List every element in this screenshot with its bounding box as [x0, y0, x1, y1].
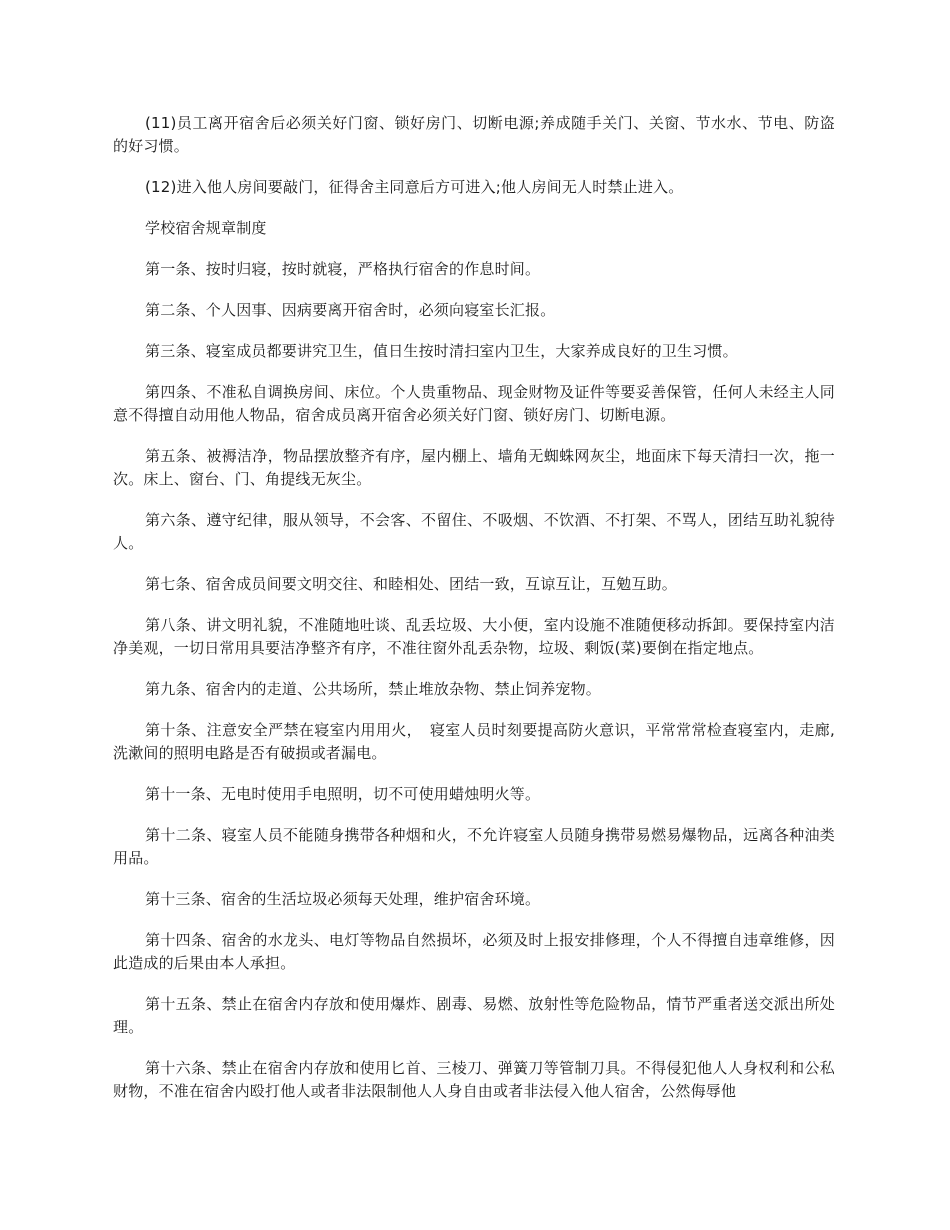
article-15: 第十五条、禁止在宿舍内存放和使用爆炸、剧毒、易燃、放射性等危险物品，情节严重者送交派出所处理。	[113, 995, 835, 1036]
article-4: 第四条、不准私自调换房间、床位。个人贵重物品、现金财物及证件等要妥善保管，任何人未经主人同意不得擅自动用他人物品，宿舍成员离开宿舍必须关好门窗、锁好房门、切断电源。	[113, 383, 835, 424]
article-9: 第九条、宿舍内的走道、公共场所，禁止堆放杂物、禁止饲养宠物。	[145, 680, 602, 698]
paragraph-11: (11)员工离开宿舍后必须关好门窗、锁好房门、切断电源;养成随手关门、关窗、节水水、节电、防盗的好习惯。	[113, 114, 835, 155]
article-1: 第一条、按时归寝，按时就寝，严格执行宿舍的作息时间。	[145, 260, 541, 278]
article-6: 第六条、遵守纪律，服从领导，不会客、不留住、不吸烟、不饮酒、不打架、不骂人，团结互助礼貌待人。	[113, 511, 835, 552]
article-2: 第二条、个人因事、因病要离开宿舍时，必须向寝室长汇报。	[145, 301, 556, 319]
article-8: 第八条、讲文明礼貌，不准随地吐谈、乱丢垃圾、大小便，室内设施不准随便移动拆卸。要保持室内洁净美观，一切日常用具要洁净整齐有序，不准往窗外乱丢杂物，垃圾、剩饭(菜)要倒在指定地点。	[113, 616, 835, 657]
article-14: 第十四条、宿舍的水龙头、电灯等物品自然损坏，必须及时上报安排修理，个人不得擅自违章维修，因此造成的后果由本人承担。	[113, 931, 835, 972]
article-5: 第五条、被褥洁净，物品摆放整齐有序，屋内棚上、墙角无蜘蛛网灰尘，地面床下每天清扫一次，拖一次。床上、窗台、门、角提线无灰尘。	[113, 447, 835, 488]
article-7: 第七条、宿舍成员间要文明交往、和睦相处、团结一致，互谅互让，互勉互助。	[145, 575, 678, 593]
article-16: 第十六条、禁止在宿舍内存放和使用匕首、三棱刀、弹簧刀等管制刀具。不得侵犯他人人身权利和公私财物，不准在宿舍内殴打他人或者非法限制他人人身自由或者非法侵入他人宿舍，公然侮辱他	[113, 1059, 835, 1100]
paragraph-12: (12)进入他人房间要敲门，征得舍主同意后方可进入;他人房间无人时禁止进入。	[145, 178, 684, 196]
section-heading: 学校宿舍规章制度	[145, 219, 267, 237]
article-11: 第十一条、无电时使用手电照明，切不可使用蜡烛明火等。	[145, 785, 541, 803]
document-body	[113, 112, 835, 1121]
article-12: 第十二条、寝室人员不能随身携带各种烟和火，不允许寝室人员随身携带易燃易爆物品，远离各种油类用品。	[113, 826, 835, 867]
article-10: 第十条、注意安全严禁在寝室内用用火， 寝室人员时刻要提高防火意识，平常常常检查寝室内，走廊,洗漱间的照明电路是否有破损或者漏电。	[113, 721, 835, 762]
article-3: 第三条、寝室成员都要讲究卫生，值日生按时清扫室内卫生，大家养成良好的卫生习惯。	[145, 342, 738, 360]
article-13: 第十三条、宿舍的生活垃圾必须每天处理，维护宿舍环境。	[145, 890, 541, 908]
